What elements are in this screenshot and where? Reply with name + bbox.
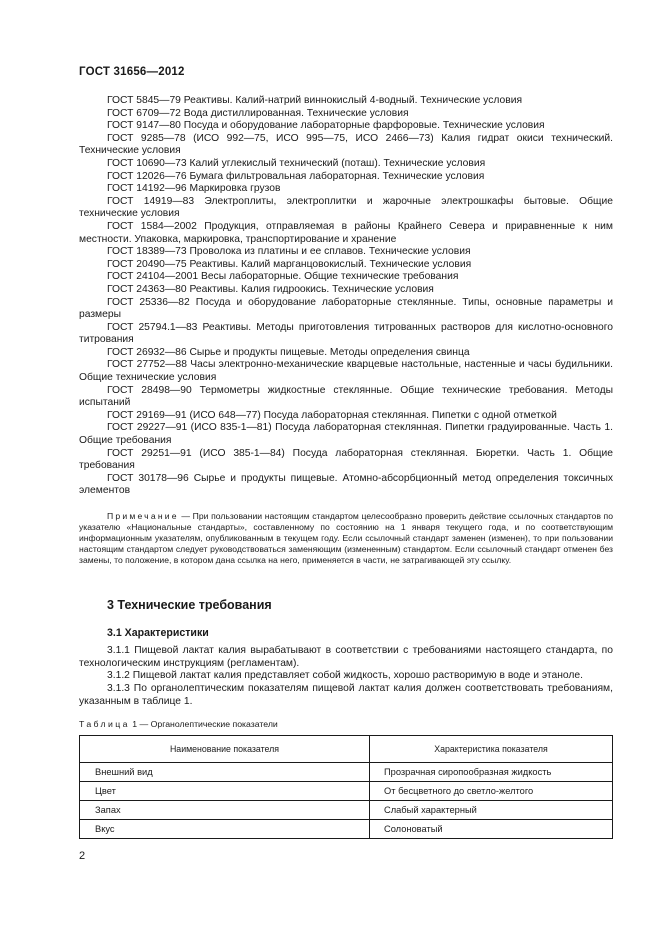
- reference-item: ГОСТ 24363—80 Реактивы. Калия гидроокись. Технические условия: [107, 283, 434, 295]
- section-heading: 3 Технические требования: [107, 598, 272, 612]
- reference-item: ГОСТ 10690—73 Калий углекислый технический (поташ). Технические условия: [107, 157, 486, 169]
- reference-item: ГОСТ 18389—73 Проволока из платины и ее сплавов. Технические условия: [107, 246, 471, 258]
- paragraph: 3.1.2 Пищевой лактат калия представляет собой жидкость, хорошо растворимую в воде и этаноле.: [107, 670, 584, 682]
- organoleptic-table: [79, 735, 613, 839]
- table-row: [80, 801, 613, 820]
- table-cell-indicator: Цвет: [80, 782, 370, 801]
- note-text: — При пользовании настоящим стандартом целесообразно проверить действие ссылочных стандартов по указателю «Национальные стандарты», составленному по состоянию на 1 января текущего года, и по соответствующим информационным указателям, опубликованным в текущем году. Если ссылочный стандарт заменен (изменен), то при пользовании настоящим стандартом следует руководствоваться заменяющим (измененным) стандартом. Если ссылочный стандарт отменен без замены, то положение, в котором дана ссылка на него, применяется в части, не затрагивающей эту ссылку.: [79, 511, 613, 565]
- reference-item: ГОСТ 30178—96 Сырье и продукты пищевые. Атомно-абсорбционный метод определения токсичных элементов: [79, 472, 613, 497]
- table-cell-characteristic: От бесцветного до светло-желтого: [370, 782, 613, 801]
- reference-item: ГОСТ 29227—91 (ИСО 835-1—81) Посуда лабораторная стеклянная. Пипетки градуированные. Часть 1. Общие требования: [79, 422, 613, 447]
- note-block: [79, 511, 613, 566]
- table-cell-characteristic: Прозрачная сиропообразная жидкость: [370, 763, 613, 782]
- reference-item: ГОСТ 24104—2001 Весы лабораторные. Общие технические требования: [107, 271, 459, 283]
- table-caption-text: 1 — Органолептические показатели: [129, 719, 278, 729]
- reference-item: ГОСТ 5845—79 Реактивы. Калий-натрий виннокислый 4-водный. Технические условия: [107, 95, 523, 106]
- paragraph: 3.1.3 По органолептическим показателям пищевой лактат калия должен соответствовать требованиям, указанным в таблице 1.: [79, 683, 613, 707]
- table-row: [80, 763, 613, 782]
- normative-references-list: [79, 95, 613, 498]
- paragraph: 3.1.1 Пищевой лактат калия вырабатывают в соответствии с требованиями настоящего стандарта, по технологическим инструкциям (регламентам).: [79, 645, 613, 669]
- table-row: [80, 820, 613, 839]
- table-cell-indicator: Внешний вид: [80, 763, 370, 782]
- table-cell-characteristic: Слабый характерный: [370, 801, 613, 820]
- reference-item: ГОСТ 12026—76 Бумага фильтровальная лабораторная. Технические условия: [107, 170, 485, 182]
- page-number: 2: [79, 850, 86, 862]
- reference-item: ГОСТ 6709—72 Вода дистиллированная. Технические условия: [107, 107, 409, 119]
- table-row: [80, 782, 613, 801]
- reference-item: ГОСТ 28498—90 Термометры жидкостные стеклянные. Общие технические требования. Методы испытаний: [79, 384, 613, 409]
- table-header-row: [80, 736, 613, 763]
- table-cell-indicator: Вкус: [80, 820, 370, 839]
- reference-item: ГОСТ 26932—86 Сырье и продукты пищевые. Методы определения свинца: [107, 346, 470, 358]
- reference-item: ГОСТ 1584—2002 Продукция, отправляемая в районы Крайнего Севера и приравненные к ним местности. Упаковка, маркировка, транспортирование и хранение: [79, 220, 613, 245]
- note-paragraph: [79, 511, 613, 566]
- reference-item: ГОСТ 14919—83 Электроплиты, электроплитки и жарочные электрошкафы бытовые. Общие технические условия: [79, 195, 613, 220]
- reference-item: ГОСТ 9147—80 Посуда и оборудование лабораторные фарфоровые. Технические условия: [107, 120, 545, 132]
- note-label: Примечание: [107, 511, 179, 521]
- reference-item: ГОСТ 29251—91 (ИСО 385-1—84) Посуда лабораторная стеклянная. Бюретки. Часть 1. Общие требования: [79, 447, 613, 472]
- document-header: ГОСТ 31656—2012: [79, 66, 185, 78]
- table-caption-label: Таблица: [79, 719, 130, 729]
- requirements-text: [79, 645, 613, 709]
- table-cell-characteristic: Солоноватый: [370, 820, 613, 839]
- table-cell-indicator: Запах: [80, 801, 370, 820]
- table-header-cell: Характеристика показателя: [370, 736, 613, 763]
- reference-item: ГОСТ 25336—82 Посуда и оборудование лабораторные стеклянные. Типы, основные параметры и размеры: [79, 296, 613, 321]
- reference-item: ГОСТ 27752—88 Часы электронно-механические кварцевые настольные, настенные и часы будильники. Общие технические условия: [79, 359, 613, 384]
- table-header-cell: Наименование показателя: [80, 736, 370, 763]
- reference-item: ГОСТ 14192—96 Маркировка грузов: [107, 183, 281, 195]
- reference-item: ГОСТ 9285—78 (ИСО 992—75, ИСО 995—75, ИСО 2466—73) Калия гидрат окиси технический. Технические условия: [79, 132, 613, 157]
- reference-item: ГОСТ 29169—91 (ИСО 648—77) Посуда лабораторная стеклянная. Пипетки с одной отметкой: [107, 409, 557, 421]
- reference-item: ГОСТ 20490—75 Реактивы. Калий марганцовокислый. Технические условия: [107, 258, 472, 270]
- reference-item: ГОСТ 25794.1—83 Реактивы. Методы приготовления титрованных растворов для кислотно-основного титрования: [79, 321, 613, 346]
- table-caption: [79, 719, 278, 729]
- subsection-heading: 3.1 Характеристики: [107, 627, 209, 639]
